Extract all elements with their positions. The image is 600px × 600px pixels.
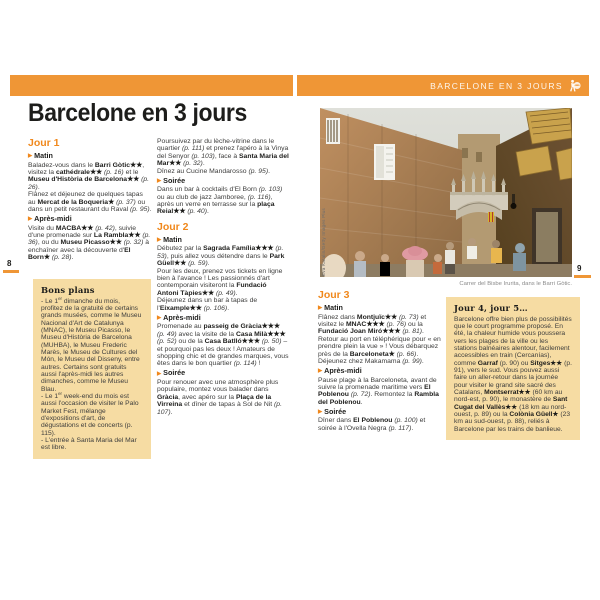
jour1-matin-paragraph-2: Flânez et déjeunez de quelques tapas au Mercat de la Boqueria★ (p. 37) ou dans un petit restaurant du Raval (p. 95). <box>28 191 152 214</box>
bons-plans-panel <box>33 279 151 459</box>
column-jour3 <box>318 290 443 432</box>
header-banner-right <box>297 75 589 96</box>
routard-backpacker-icon <box>568 79 582 92</box>
jour4-title: Jour 4, jour 5… <box>454 303 528 313</box>
page-number-left: 8 <box>7 259 12 268</box>
triangle-bullet-icon: ▶ <box>157 237 162 244</box>
column-jour2 <box>157 138 289 416</box>
triangle-bullet-icon: ▶ <box>28 153 33 160</box>
triangle-bullet-icon: ▶ <box>318 368 323 375</box>
jour3-soiree-paragraph: Dîner dans El Poblenou (p. 100) et soirée à l'Ovella Negra (p. 117). <box>318 417 426 432</box>
jour1-matin-label: ▶ Matin <box>28 151 53 160</box>
bons-plans-item-1: - Le 1er dimanche du mois, profitez de la gratuité de certains grands musées, comme le Museu Nacional d'Art de Catalunya (MNAC), le Museu Picasso, le Museu d'Història de Barcelona (MUHBA), le Museu Frederic Marès, le Museu de Cultures del Món, le Museu del Disseny, entre autres. Certains sont gratuits aussi l'après-midi les autres dimanches, comme le Museu Blau. <box>41 295 142 393</box>
running-head: BARCELONE EN 3 JOURS <box>430 80 563 91</box>
col2-paragraph-1: Poursuivez par du lèche-vitrine dans le quartier (p. 111) et prenez l'apéro à la Vinya del Senyor (p. 103), face à Santa Maria del Mar★★ (p. 32). <box>157 138 289 168</box>
header-banner-left <box>10 75 293 96</box>
jour1-apresmidi-label: ▶ Après-midi <box>28 214 72 224</box>
triangle-bullet-icon: ▶ <box>157 178 162 185</box>
jour1-apresmidi-paragraph: Visite du MACBA★★ (p. 42), suivie d'une promenade sur La Rambla★★ (p. 36), ou du Museu Picasso★★ (p. 32) à enchaîner avec la découverte d'El Born★ (p. 28). <box>28 224 151 262</box>
jour3-matin-paragraph-2: Retour au port en téléphérique pour « en prendre plein la vue » ! Vous débarquez près de la Barceloneta★ (p. 66). Déjeunez chez Makamama (p. 99). <box>318 335 441 366</box>
triangle-bullet-icon: ▶ <box>318 305 323 312</box>
jour2-matin-paragraph-3: Déjeunez dans un bar à tapas de l'Eixample★★ (p. 106). <box>157 297 258 312</box>
jour3-soiree-label: ▶ Soirée <box>318 406 347 416</box>
jour2-apresmidi-label: ▶ Après-midi <box>157 312 201 322</box>
triangle-bullet-icon: ▶ <box>318 409 323 416</box>
jour3-apresmidi-label: ▶ Après-midi <box>318 366 362 376</box>
jour3-matin-paragraph-1: Flânez dans Montjuïc★★ (p. 73) et visitez le MNAC★★★ (p. 76) ou la Fundació Joan Miró★★★ (p. 81). <box>318 313 427 336</box>
jour3-apresmidi-paragraph: Pause plage à la Barceloneta, avant de suivre la promenade maritime vers El Poblenou (p. 72). Remontez la Rambla del Poblenou. <box>318 376 439 406</box>
photo-carrer-del-bisbe <box>320 108 572 277</box>
bons-plans-item-2: - Le 1er week-end du mois est aussi l'occasion de visiter le Palo Market Fest, mélange d'expositions d'art, de dégustations et de concerts (p. 115). <box>41 390 139 437</box>
page-number-right: 9 <box>577 264 582 273</box>
photo-caption: Carrer del Bisbe Irurita, dans le Barri Gòtic. <box>459 281 572 287</box>
col2-paragraph-2: Dînez au Cucine Mandarosso (p. 95). <box>157 167 270 175</box>
jour2-apresmidi-paragraph: Promenade au passeig de Gràcia★★★ (p. 49) avec la visite de la Casa Milà★★★ (p. 52) ou de la Casa Batlló★★★ (p. 50) – et pourquoi pas les deux ! Amateurs de shopping chic et de grandes marques, vous êtes dans le bon quartier (p. 114) ! <box>157 323 289 368</box>
jour2-matin-paragraph-2: Pour les deux, prenez vos tickets en ligne bien à l'avance ! Les passionnés d'art contemporain visiteront la Fundació Antoni Tàpies★★ (p. 49). <box>157 267 283 297</box>
bons-plans-item-3: - L'entrée à Santa Maria del Mar est libre. <box>41 437 137 452</box>
triangle-bullet-icon: ▶ <box>157 315 162 322</box>
bons-plans-title: Bons plans <box>41 285 95 295</box>
jour1-heading: Jour 1 <box>28 137 60 149</box>
jour1-matin-paragraph-1: Baladez-vous dans le Barri Gòtic★★, visitez la cathédrale★★ (p. 16) et le Museu d'Història de Barcelona★★ (p. 26). <box>28 161 150 191</box>
jour2-soiree-paragraph: Pour renouer avec une atmosphère plus populaire, montez vous balader dans Gràcia, avec apéro sur la Plaça de la Virreina et dîner de tapas à Sol de Nit (p. 107). <box>157 378 282 416</box>
jour1-soiree-paragraph: Dans un bar à cocktails d'El Born (p. 103) ou au club de jazz Jamboree, (p. 116), après un verre en terrasse sur la plaça Reial★★ (p. 40). <box>157 186 283 216</box>
jour4-body: Barcelone offre bien plus de possibilités que le court programme proposé. En été, la chaleur humide vous poussera vers les plages de la ville ou les stations balnéaires alentour, facilement accessibles en train (Cercanías), comme Garraf (p. 90) ou Sitges★★ (p. 91), vers le sud. Vous pouvez aussi faire un aller-retour dans la journée pour visiter le grand site sacré des Catalans, Montserrat★★ (60 km au nord-est, p. 90), le monastère de Sant Cugat del Vallès★★ (18 km au nord-ouest, p. 89) ou la Colònia Güell★ (23 km au sud-ouest, p. 88), reliés à Barcelone par les trains de banlieue. <box>454 315 572 433</box>
page-number-left-bar <box>3 270 19 273</box>
jour2-soiree-label: ▶ Soirée <box>157 368 186 378</box>
page-number-right-bar <box>574 275 591 278</box>
column-jour1 <box>28 138 152 262</box>
jour3-matin-label: ▶ Matin <box>318 303 343 312</box>
jour2-heading: Jour 2 <box>157 220 189 233</box>
jour1-soiree-label: ▶ Soirée <box>157 175 186 185</box>
jour2-matin-paragraph-1: Débutez par la Sagrada Família★★★ (p. 53), puis allez vous détendre dans le Park Güell★★ (p. 59). <box>157 245 285 268</box>
photo-credit: Eva Katalin/Getty Images Plus <box>320 208 326 276</box>
jour2-matin-label: ▶ Matin <box>157 234 182 244</box>
jour3-heading: Jour 3 <box>318 289 350 301</box>
triangle-bullet-icon: ▶ <box>157 370 162 377</box>
page-title: Barcelone en 3 jours <box>28 99 247 127</box>
jour4-panel <box>446 297 580 440</box>
triangle-bullet-icon: ▶ <box>28 216 33 223</box>
